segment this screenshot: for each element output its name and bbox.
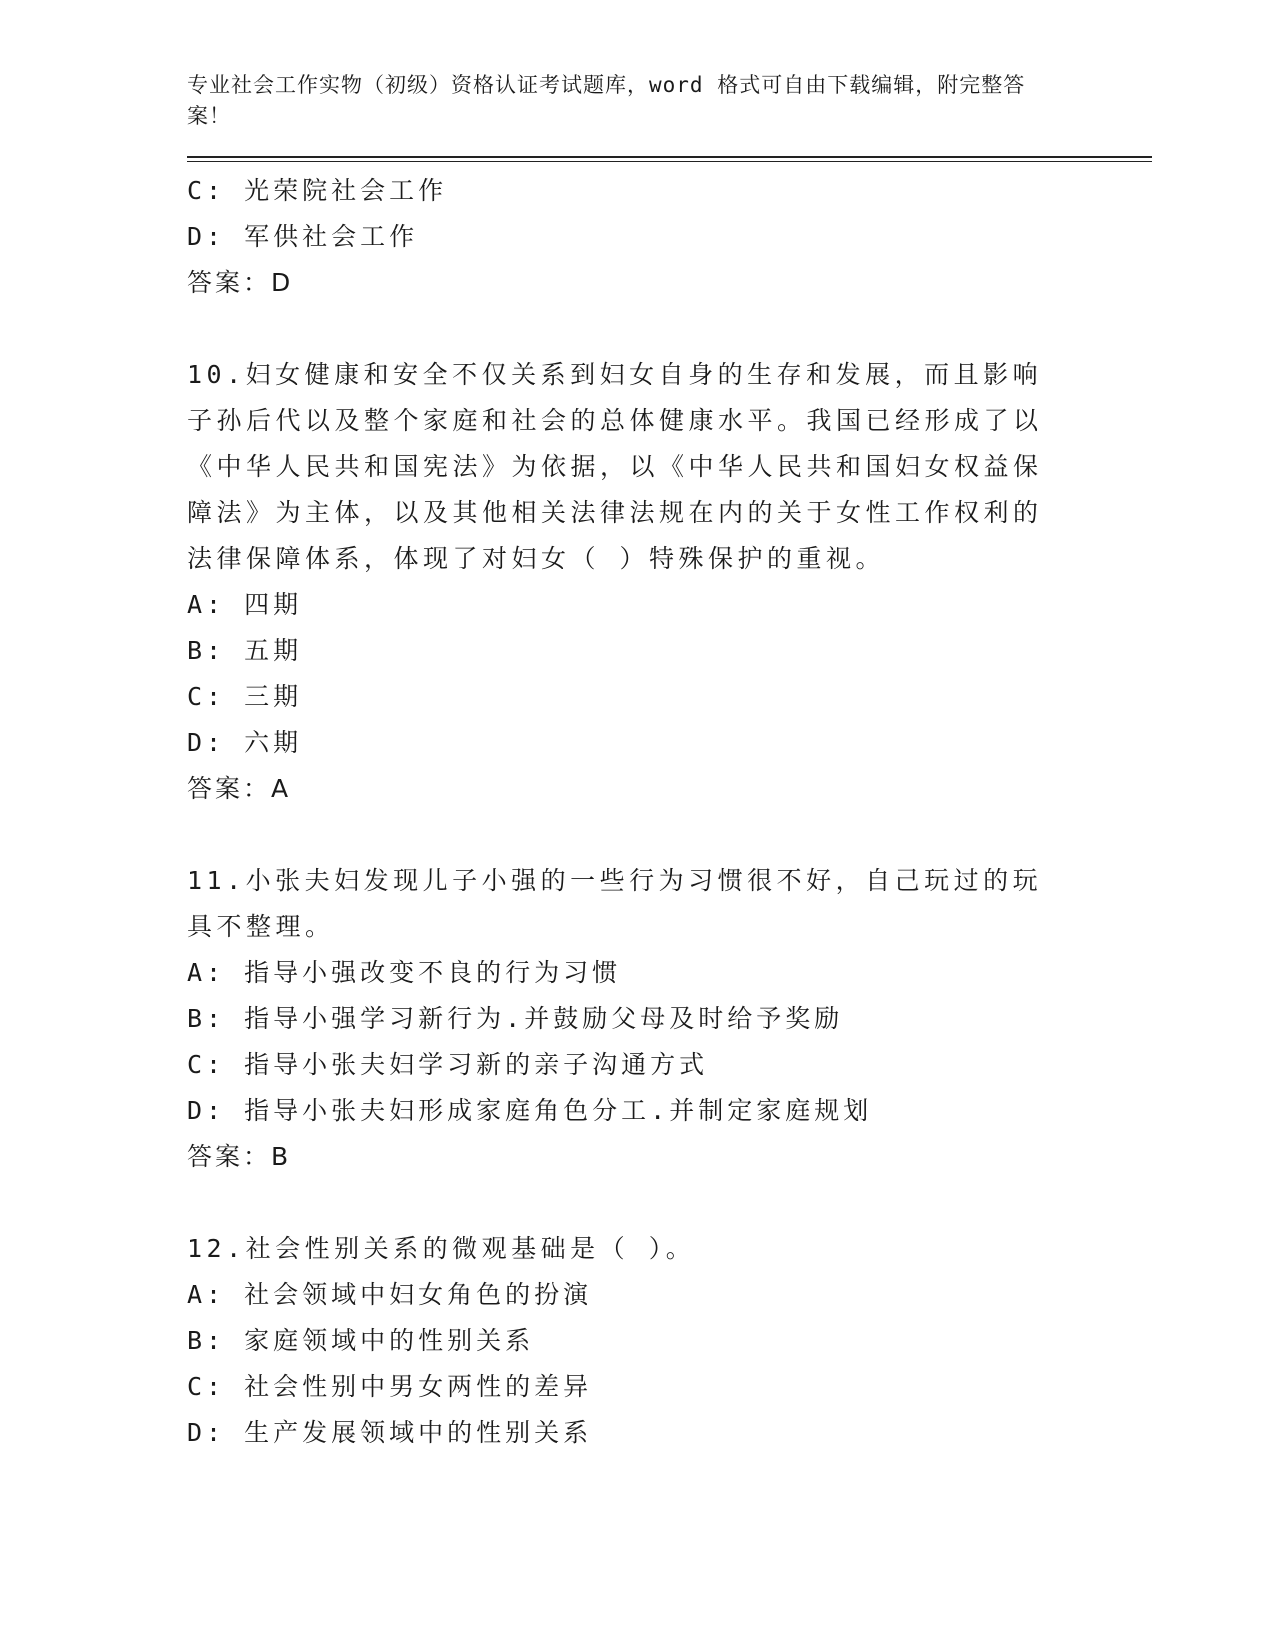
option-line: A: 四期 <box>187 590 303 619</box>
option-line: B: 指导小强学习新行为.并鼓励父母及时给予奖励 <box>187 1004 844 1033</box>
option-line: A: 社会领域中妇女角色的扮演 <box>187 1280 593 1309</box>
answer-line: 答案：A <box>187 774 292 803</box>
option-line: C: 三期 <box>187 682 303 711</box>
option-line: D: 军供社会工作 <box>187 222 419 251</box>
question-block <box>187 352 1152 812</box>
document-page <box>187 70 1152 1456</box>
question-block <box>187 858 1152 1180</box>
question-stem: 10.妇女健康和安全不仅关系到妇女自身的生存和发展，而且影响子孙后代以及整个家庭和社会的总体健康水平。我国已经形成了以《中华人民共和国宪法》为依据，以《中华人民共和国妇女权益保障法》为主体，以及其他相关法律法规在内的关于女性工作权利的法律保障体系，体现了对妇女（ ）特殊保护的重视。 <box>187 360 1043 573</box>
spacer <box>187 812 1152 858</box>
question-stem: 11.小张夫妇发现儿子小强的一些行为习惯很不好，自己玩过的玩具不整理。 <box>187 866 1043 941</box>
question-stem: 12.社会性别关系的微观基础是（ ）。 <box>187 1234 696 1263</box>
option-line: D: 生产发展领域中的性别关系 <box>187 1418 593 1447</box>
answer-line: 答案：D <box>187 268 294 297</box>
spacer <box>187 306 1152 352</box>
option-line: C: 指导小张夫妇学习新的亲子沟通方式 <box>187 1050 709 1079</box>
answer-line: 答案：B <box>187 1142 292 1171</box>
option-line: C: 光荣院社会工作 <box>187 176 448 205</box>
question-block <box>187 1226 1152 1456</box>
option-line: D: 指导小张夫妇形成家庭角色分工.并制定家庭规划 <box>187 1096 873 1125</box>
option-line: C: 社会性别中男女两性的差异 <box>187 1372 593 1401</box>
option-line: B: 家庭领域中的性别关系 <box>187 1326 535 1355</box>
option-line: D: 六期 <box>187 728 303 757</box>
option-line: A: 指导小强改变不良的行为习惯 <box>187 958 622 987</box>
option-line: B: 五期 <box>187 636 303 665</box>
spacer <box>187 1180 1152 1226</box>
document-body <box>187 168 1152 1456</box>
document-header: 专业社会工作实物（初级）资格认证考试题库，word 格式可自由下载编辑，附完整答案！ <box>187 73 1026 128</box>
header-divider <box>187 156 1152 158</box>
